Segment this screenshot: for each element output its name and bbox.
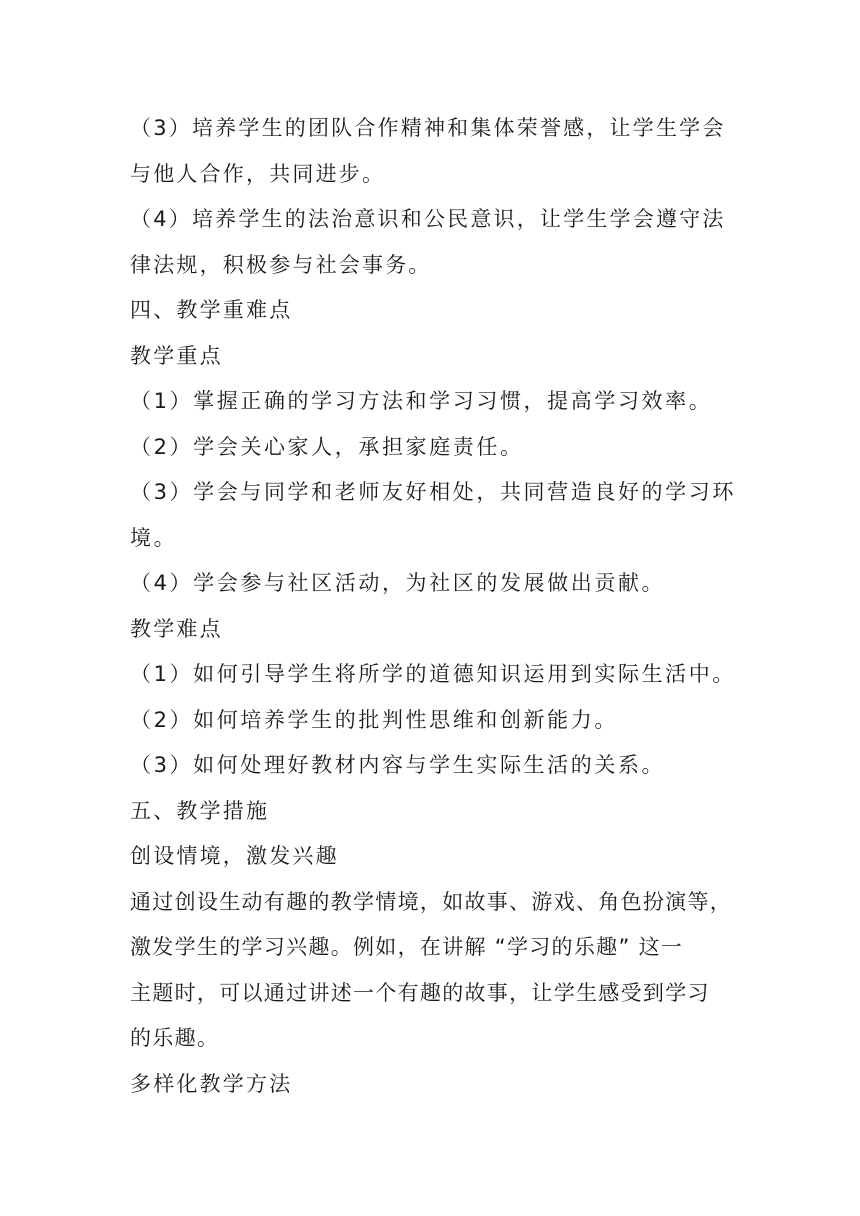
list-item-continuation: 境。: [130, 525, 178, 550]
list-item: （2）如何培养学生的批判性思维和创新能力。: [130, 707, 618, 732]
subsection-heading: 多样化教学方法: [130, 1071, 293, 1096]
section-heading: 四、教学重难点: [130, 298, 293, 322]
text-line: （3）培养学生的团队合作精神和集体荣誉感，让学生学会: [130, 116, 726, 140]
list-item: （2）学会关心家人，承担家庭责任。: [130, 434, 524, 459]
list-item: （3）学会与同学和老师友好相处，共同营造良好的学习环: [130, 480, 736, 504]
subsection-heading: 教学难点: [130, 616, 223, 641]
subsection-heading: 教学重点: [130, 343, 223, 368]
list-item: （1）如何引导学生将所学的道德知识运用到实际生活中。: [130, 662, 736, 686]
list-item: （4）学会参与社区活动，为社区的发展做出贡献。: [130, 571, 666, 595]
subsection-heading: 创设情境，激发兴趣: [130, 844, 339, 868]
paragraph-line: 通过创设生动有趣的教学情境，如故事、游戏、角色扮演等，: [130, 889, 733, 914]
paragraph-line: 的乐趣。: [130, 1026, 220, 1050]
document-body: [130, 106, 736, 1107]
paragraph-line: 主题时，可以通过讲述一个有趣的故事，让学生感受到学习: [130, 980, 710, 1005]
text-line: 律法规，积极参与社会事务。: [130, 252, 432, 277]
list-item: （1）掌握正确的学习方法和学习习惯，提高学习效率。: [130, 389, 713, 413]
paragraph-line: 激发学生的学习兴趣。例如，在讲解 “学习的乐趣” 这一: [130, 935, 684, 959]
text-line: 与他人合作，共同进步。: [130, 161, 386, 186]
section-heading: 五、教学措施: [130, 798, 270, 823]
list-item: （3）如何处理好教材内容与学生实际生活的关系。: [130, 753, 666, 777]
text-line: （4）培养学生的法治意识和公民意识，让学生学会遵守法: [130, 207, 726, 231]
